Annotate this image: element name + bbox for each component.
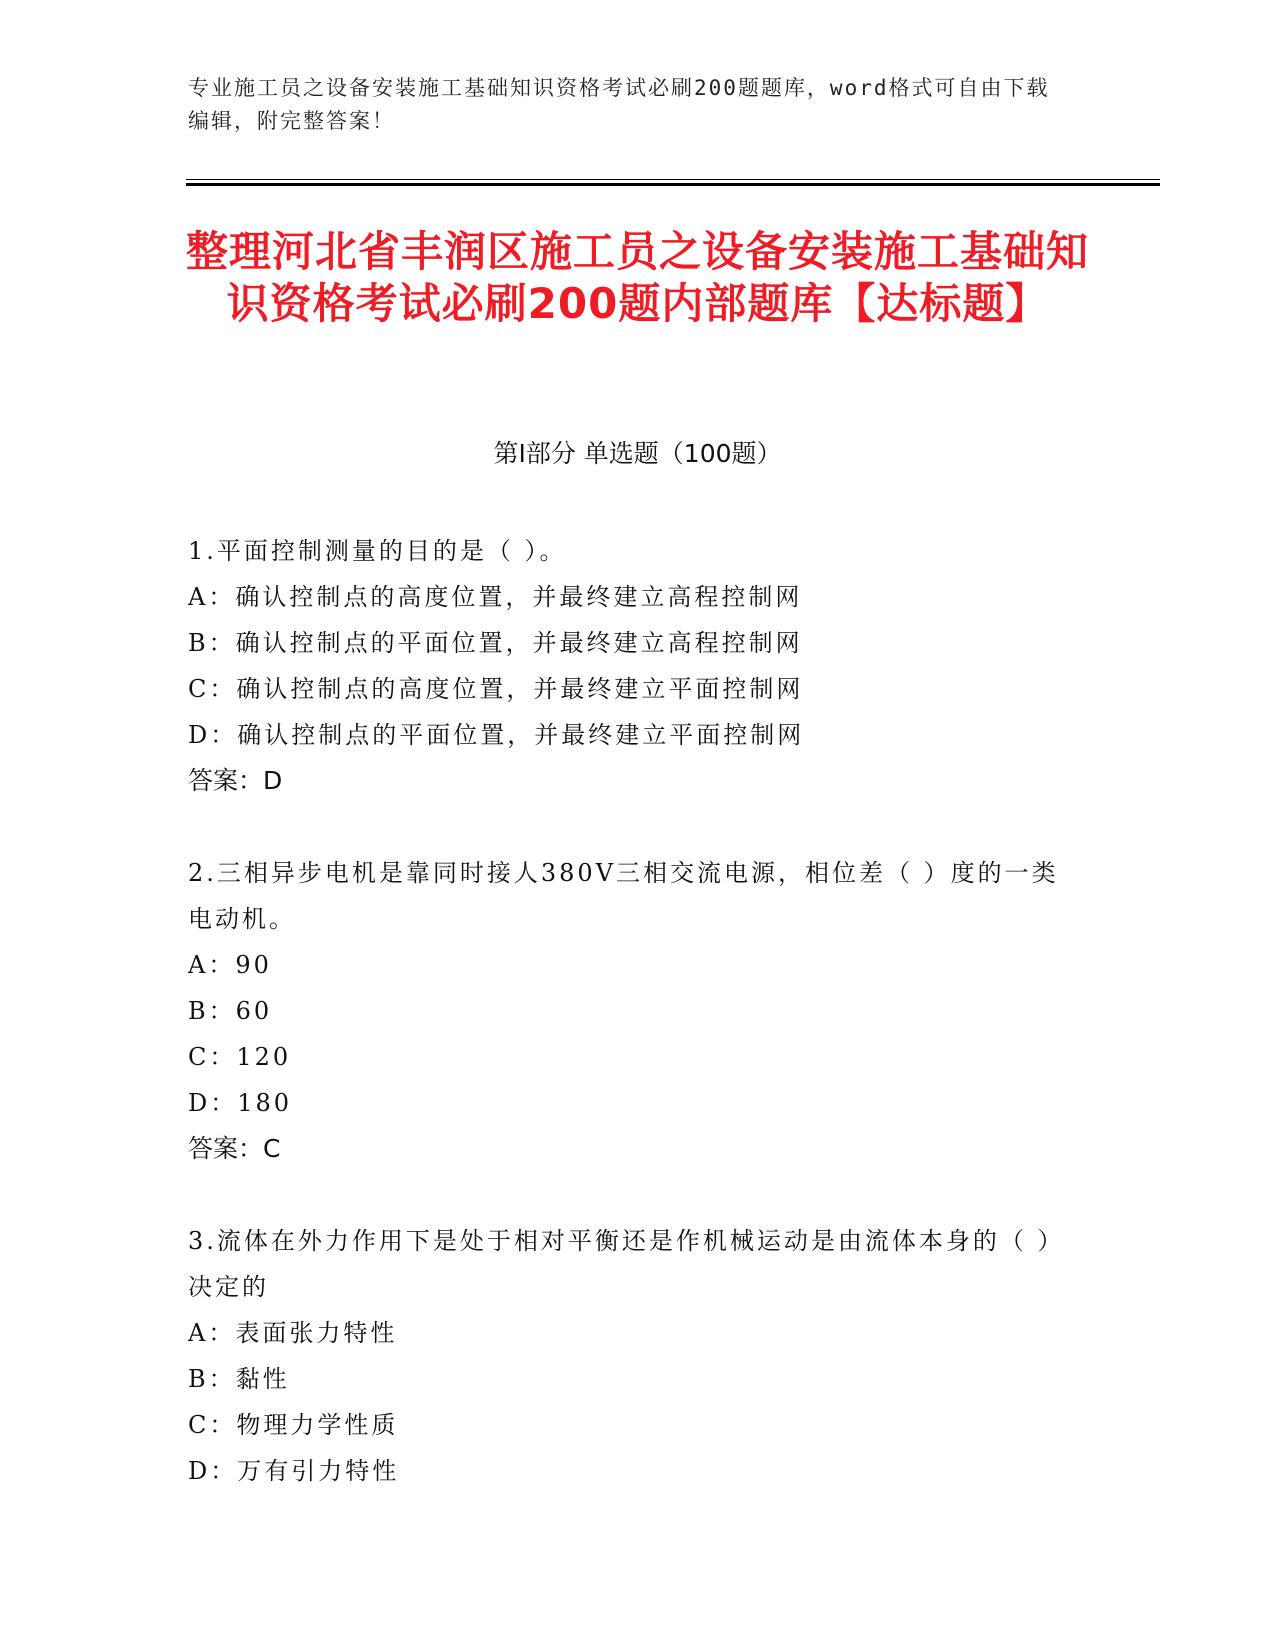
option-c: C：物理力学性质	[188, 1411, 399, 1439]
question-3	[188, 1218, 1068, 1494]
option-c: C：确认控制点的高度位置，并最终建立平面控制网	[188, 675, 804, 703]
answer-label: 答案：D	[188, 766, 283, 795]
option-a: A：90	[188, 951, 272, 979]
option-a: A：确认控制点的高度位置，并最终建立高程控制网	[188, 583, 803, 611]
question-stem: 2.三相异步电机是靠同时接人380V三相交流电源，相位差（ ）度的一类电动机。	[188, 859, 1059, 933]
header-note: 专业施工员之设备安装施工基础知识资格考试必刷200题题库，word格式可自由下载编辑，附完整答案！	[188, 76, 1050, 133]
option-b: B：60	[188, 997, 273, 1025]
question-2	[188, 850, 1068, 1172]
option-a: A：表面张力特性	[188, 1319, 398, 1347]
question-1	[188, 528, 1068, 804]
question-stem: 3.流体在外力作用下是处于相对平衡还是作机械运动是由流体本身的（ ）决定的	[188, 1227, 1065, 1301]
document-title: 整理河北省丰润区施工员之设备安装施工基础知识资格考试必刷200题内部题库【达标题】	[185, 227, 1089, 328]
header-divider-thick	[186, 183, 1160, 186]
question-stem: 1.平面控制测量的目的是（ ）。	[188, 537, 567, 565]
option-c: C：120	[188, 1043, 292, 1071]
option-d: D：万有引力特性	[188, 1457, 400, 1485]
option-b: B：黏性	[188, 1365, 290, 1393]
header-divider-thin	[186, 179, 1160, 180]
question-list	[188, 528, 1068, 1494]
option-d: D：180	[188, 1089, 293, 1117]
section-heading: 第Ⅰ部分 单选题（100题）	[493, 439, 782, 468]
answer-label: 答案：C	[188, 1134, 281, 1163]
option-b: B：确认控制点的平面位置，并最终建立高程控制网	[188, 629, 803, 657]
option-d: D：确认控制点的平面位置，并最终建立平面控制网	[188, 721, 805, 749]
